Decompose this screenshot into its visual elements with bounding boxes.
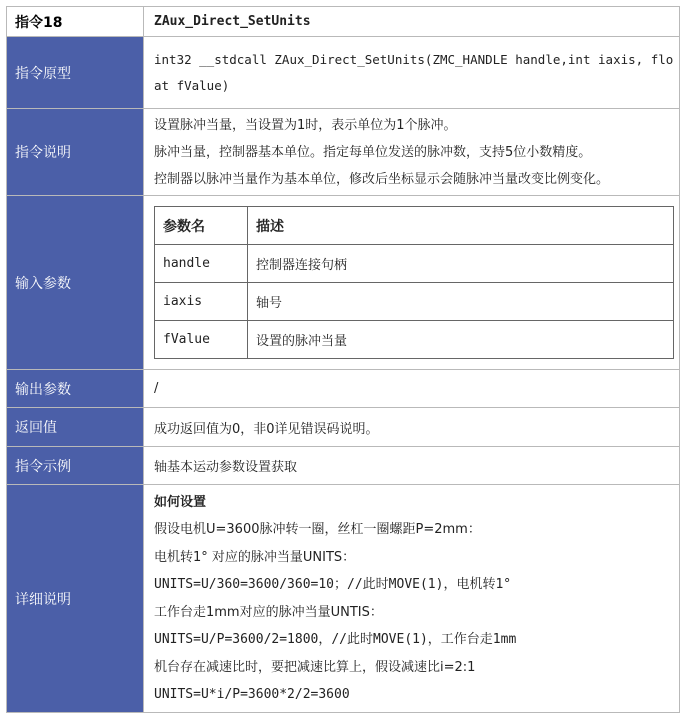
example-value: 轴基本运动参数设置获取 — [144, 447, 680, 485]
output-row — [7, 370, 680, 408]
output-value: / — [144, 370, 680, 408]
param-name: fValue — [155, 321, 248, 359]
table-row — [155, 283, 674, 321]
function-name: ZAux_Direct_SetUnits — [144, 7, 680, 37]
param-header-desc: 描述 — [248, 207, 674, 245]
detail-line: UNITS=U*i/P=3600*2/2=3600 — [154, 687, 350, 702]
param-desc: 轴号 — [248, 283, 674, 321]
detail-row — [7, 485, 680, 713]
detail-label: 详细说明 — [7, 485, 144, 713]
instruction-doc — [6, 6, 680, 713]
detail-line: 工作台走1mm对应的脉冲当量UNTIS： — [154, 604, 383, 620]
input-label: 输入参数 — [7, 196, 144, 370]
return-label: 返回值 — [7, 408, 144, 447]
param-desc: 设置的脉冲当量 — [248, 321, 674, 359]
param-name: iaxis — [155, 283, 248, 321]
prototype-label: 指令原型 — [7, 37, 144, 109]
detail-line: UNITS=U/P=3600/2=1800，//此时MOVE(1)，工作台走1mm — [154, 632, 517, 647]
param-name: handle — [155, 245, 248, 283]
return-row — [7, 408, 680, 447]
prototype-row — [7, 37, 680, 109]
example-row — [7, 447, 680, 485]
detail-line: 电机转1° 对应的脉冲当量UNITS： — [154, 549, 356, 565]
description-row — [7, 109, 680, 196]
output-label: 输出参数 — [7, 370, 144, 408]
table-row — [155, 245, 674, 283]
param-table — [154, 206, 674, 359]
param-header-row — [155, 207, 674, 245]
prototype-text: int32 __stdcall ZAux_Direct_SetUnits(ZMC_HANDLE handle,int iaxis, float fValue) — [154, 51, 674, 93]
detail-line: 假设电机U=3600脉冲转一圈，丝杠一圈螺距P=2mm： — [154, 522, 481, 537]
example-label: 指令示例 — [7, 447, 144, 485]
description-label: 指令说明 — [7, 109, 144, 196]
instruction-number: 指令18 — [7, 7, 144, 37]
detail-title: 如何设置 — [154, 494, 207, 510]
detail-line: UNITS=U/360=3600/360=10；//此时MOVE(1)，电机转1° — [154, 577, 512, 592]
param-desc: 控制器连接句柄 — [248, 245, 674, 283]
table-row — [155, 321, 674, 359]
header-row — [7, 7, 680, 37]
description-line: 脉冲当量，控制器基本单位。指定每单位发送的脉冲数，支持5位小数精度。 — [154, 144, 592, 160]
param-header-name: 参数名 — [155, 207, 248, 245]
description-line: 控制器以脉冲当量作为基本单位，修改后坐标显示会随脉冲当量改变比例变化。 — [154, 171, 610, 187]
input-row — [7, 196, 680, 370]
return-value: 成功返回值为0，非0详见错误码说明。 — [144, 408, 680, 447]
detail-line: 机台存在减速比时，要把减速比算上，假设减速比i=2:1 — [154, 659, 476, 675]
instruction-table — [6, 6, 680, 713]
description-line: 设置脉冲当量，当设置为1时，表示单位为1个脉冲。 — [154, 117, 457, 133]
